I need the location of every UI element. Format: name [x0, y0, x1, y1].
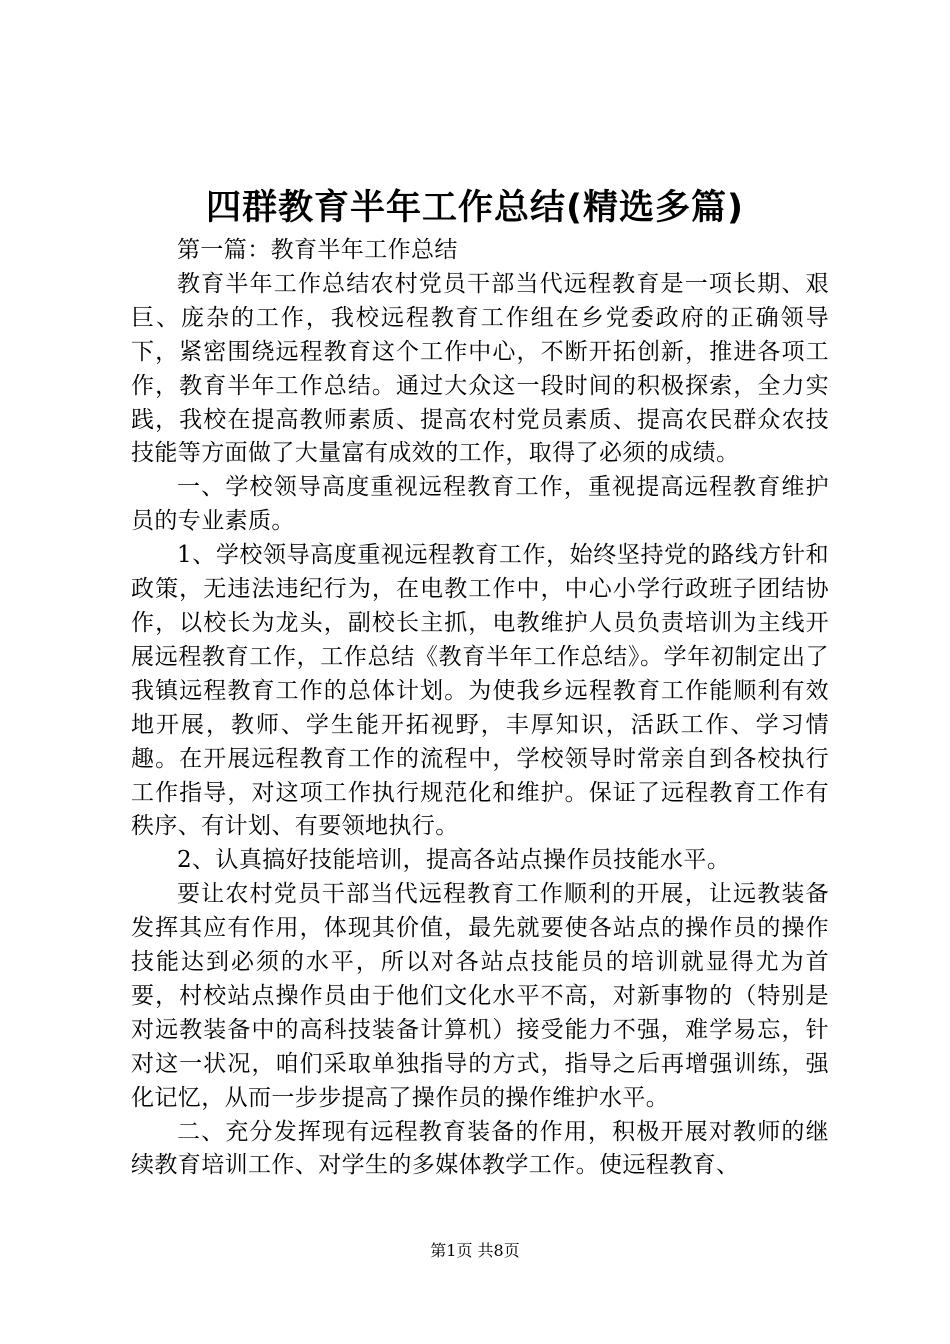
document-body: [131, 234, 829, 1183]
section-heading: 第一篇：教育半年工作总结: [177, 237, 458, 263]
page-number-footer: 第1页 共8页: [430, 1241, 520, 1260]
paragraph: 二、充分发挥现有远程教育装备的作用，积极开展对教师的继续教育培训工作、对学生的多媒体教学工作。使远程教育、: [131, 1118, 829, 1179]
paragraph: 一、学校领导高度重视远程教育工作，重视提高远程教育维护员的专业素质。: [131, 474, 829, 535]
paragraph: 2、认真搞好技能培训，提高各站点操作员技能水平。: [177, 847, 731, 874]
paragraph: 1、学校领导高度重视远程教育工作，始终坚持党的路线方针和政策，无违法违纪行为，在电教工作中，中心小学行政班子团结协作，以校长为龙头，副校长主抓，电教维护人员负责培训为主线开展远程教育工作，工作总结《教育半年工作总结》。学年初制定出了我镇远程教育工作的总体计划。为使我乡远程教育工作能顺利有效地开展，教师、学生能开拓视野，丰厚知识，活跃工作、学习情趣。在开展远程教育工作的流程中，学校领导时常亲自到各校执行工作指导，对这项工作执行规范化和维护。保证了远程教育工作有秩序、有计划、有要领地执行。: [131, 542, 829, 840]
document-title: 四群教育半年工作总结(精选多篇): [206, 188, 744, 228]
paragraph: 教育半年工作总结农村党员干部当代远程教育是一项长期、艰巨、庞杂的工作，我校远程教育工作组在乡党委政府的正确领导下，紧密围绕远程教育这个工作中心，不断开拓创新，推进各项工作，教育半年工作总结。通过大众这一段时间的积极探索，全力实践，我校在提高教师素质、提高农村党员素质、提高农民群众农技技能等方面做了大量富有成效的工作，取得了必须的成绩。: [131, 270, 829, 467]
paragraph: 要让农村党员干部当代远程教育工作顺利的开展，让远教装备发挥其应有作用，体现其价值，最先就要使各站点的操作员的操作技能达到必须的水平，所以对各站点技能员的培训就显得尤为首要，村校站点操作员由于他们文化水平不高，对新事物的（特别是对远教装备中的高科技装备计算机）接受能力不强，难学易忘，针对这一状况，咱们采取单独指导的方式，指导之后再增强训练，强化记忆，从而一步步提高了操作员的操作维护水平。: [131, 881, 829, 1111]
